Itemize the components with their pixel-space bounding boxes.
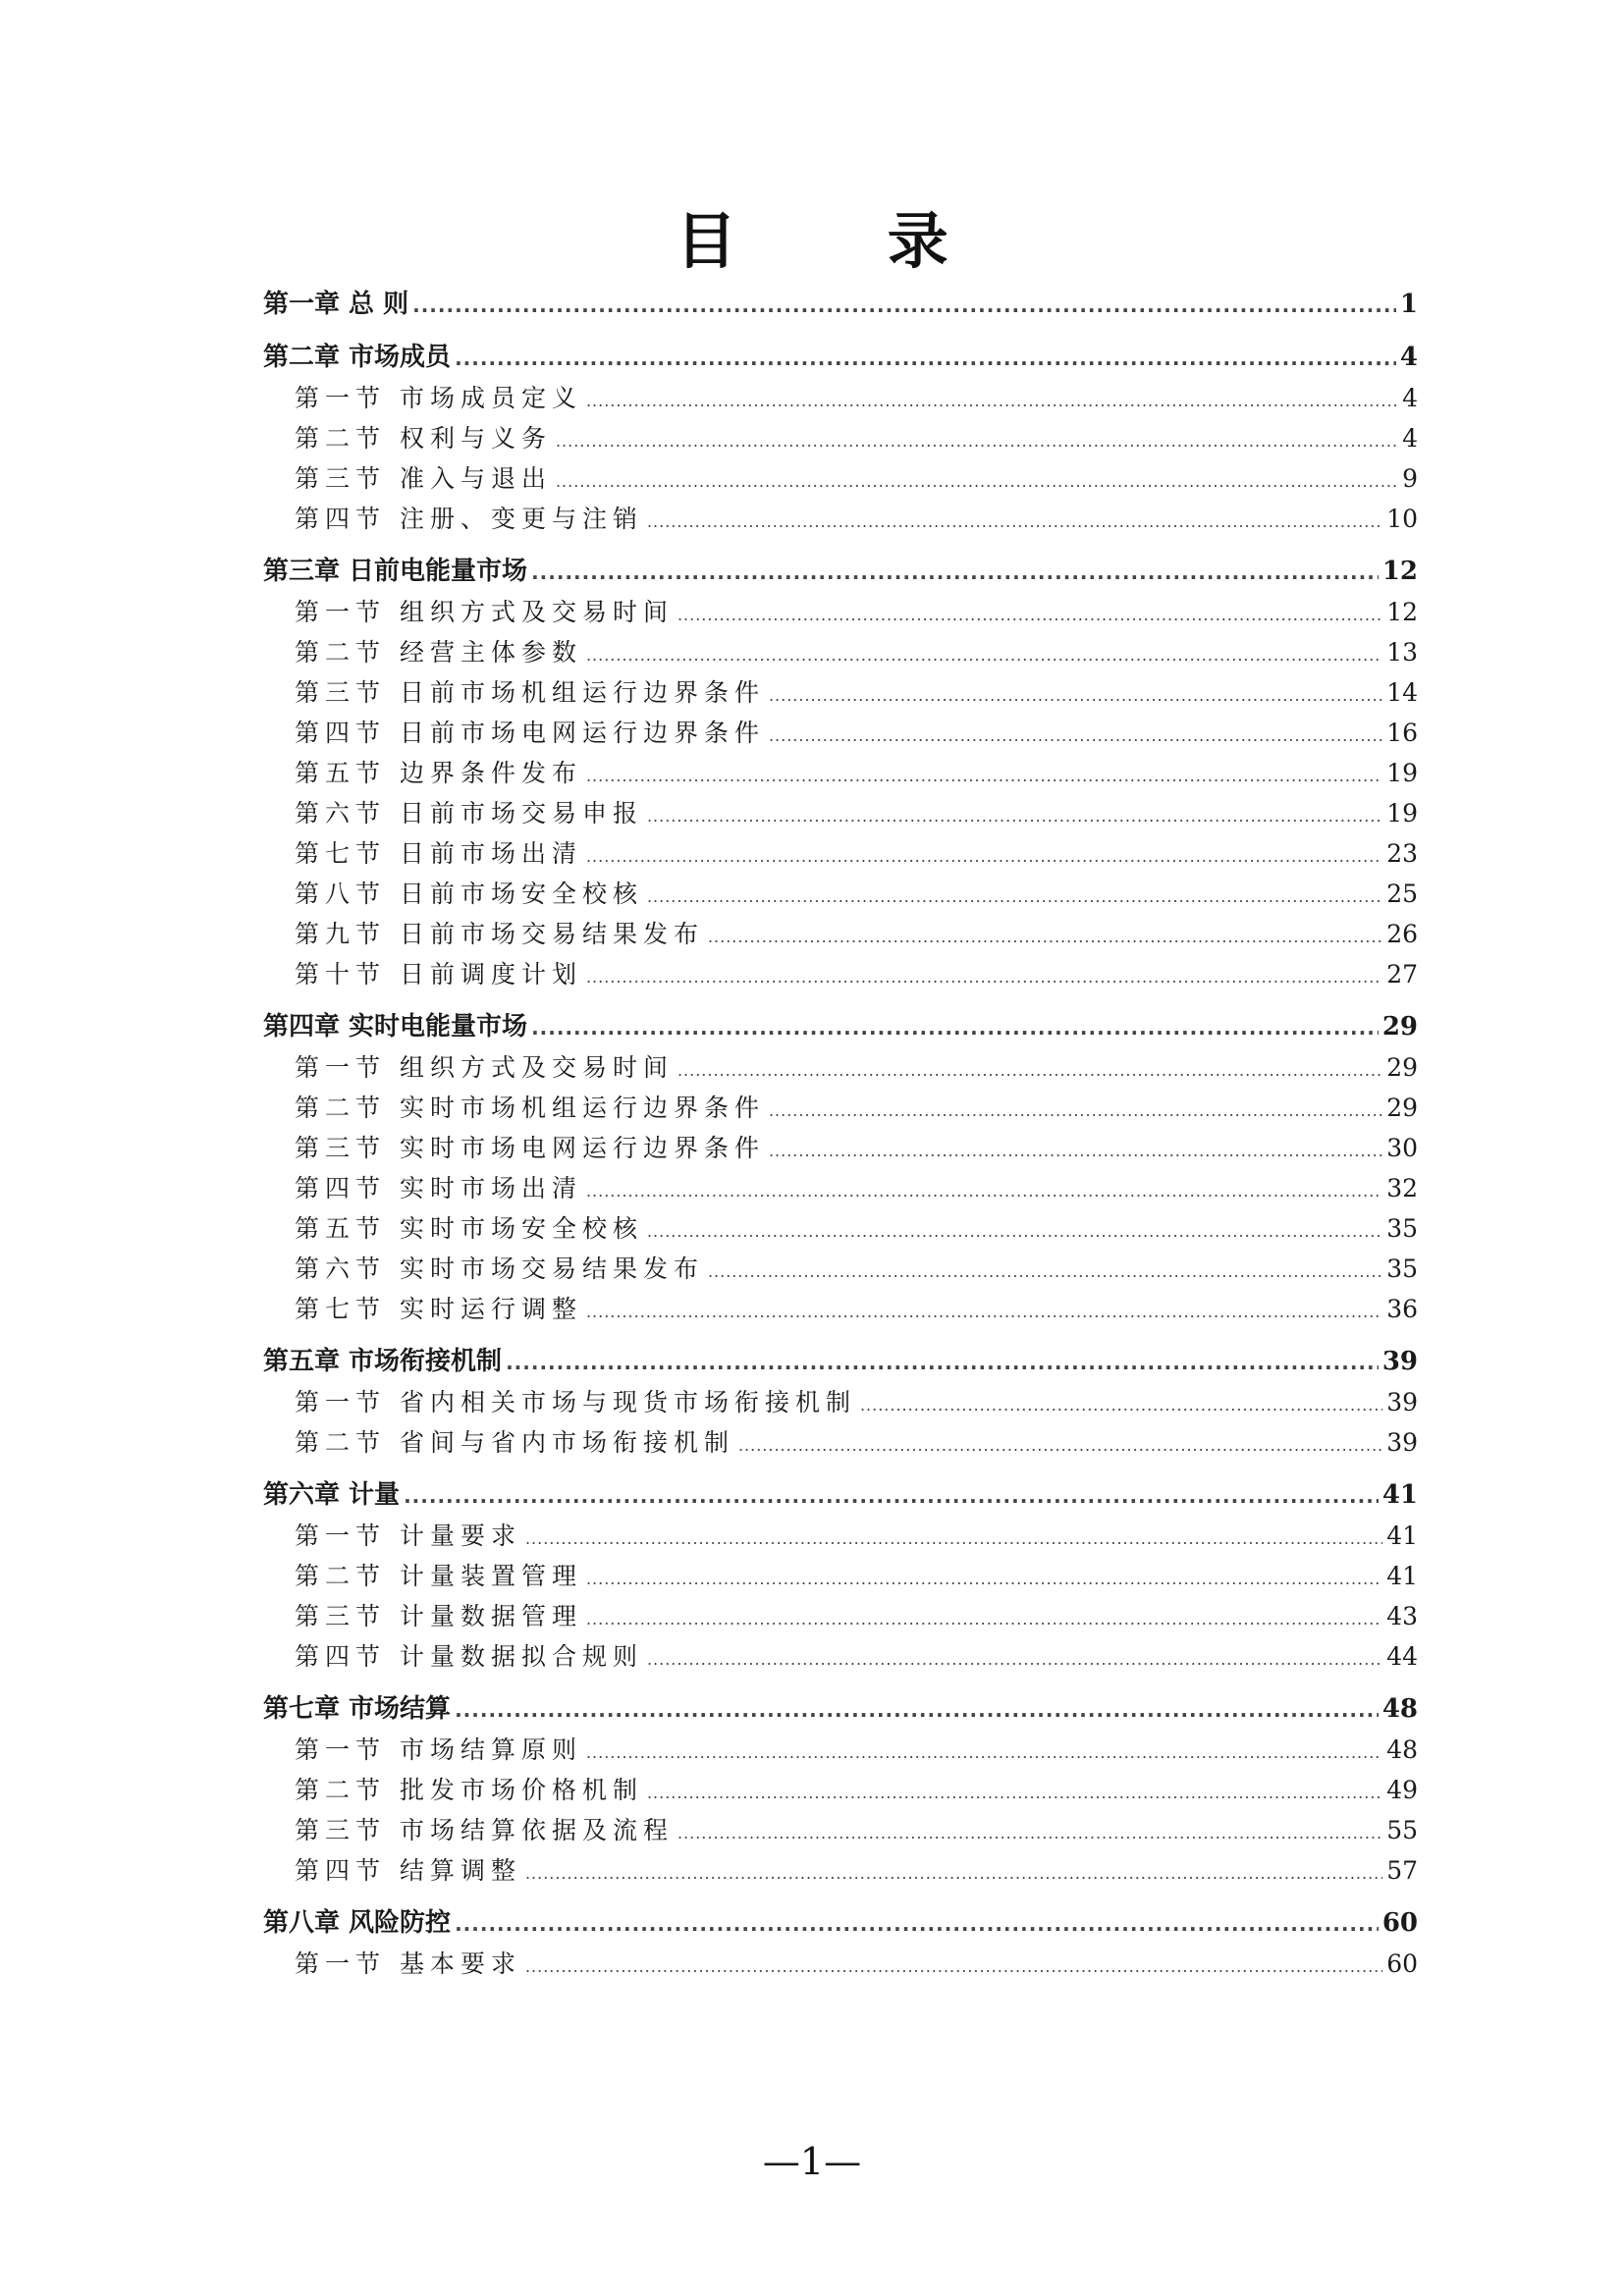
toc-entry-page-number: 43 bbox=[1386, 1602, 1418, 1630]
toc-dot-leader bbox=[586, 836, 1382, 877]
toc-dot-leader bbox=[455, 1690, 1379, 1731]
toc-section-entry[interactable] bbox=[263, 1168, 1418, 1208]
toc-entry-label: 第五节 实时市场安全校核 bbox=[295, 1214, 643, 1243]
toc-entry-page-number: 4 bbox=[1402, 384, 1418, 412]
toc-entry-page-number: 29 bbox=[1386, 1053, 1418, 1082]
toc-dot-leader bbox=[647, 1211, 1382, 1252]
toc-entry-label: 第一章 总 则 bbox=[263, 290, 409, 319]
toc-entry-page-number: 9 bbox=[1402, 464, 1418, 493]
toc-dot-leader bbox=[769, 1091, 1382, 1131]
toc-section-entry[interactable] bbox=[263, 713, 1418, 753]
toc-chapter-entry[interactable] bbox=[263, 285, 1418, 325]
toc-entry-page-number: 41 bbox=[1381, 1480, 1418, 1510]
toc-section-entry[interactable] bbox=[263, 753, 1418, 793]
toc-dot-leader bbox=[531, 553, 1379, 593]
toc-section-entry[interactable] bbox=[263, 592, 1418, 632]
toc-entry-page-number: 12 bbox=[1386, 598, 1418, 626]
toc-entry-label: 第四节 实时市场出清 bbox=[295, 1174, 582, 1202]
toc-chapter-entry[interactable] bbox=[263, 338, 1418, 378]
toc-dot-leader bbox=[860, 1385, 1382, 1425]
toc-section-entry[interactable] bbox=[263, 378, 1418, 418]
toc-entry-label: 第八节 日前市场安全校核 bbox=[295, 880, 643, 908]
toc-entry-page-number: 4 bbox=[1402, 424, 1418, 453]
toc-entry-label: 第二节 经营主体参数 bbox=[295, 638, 582, 667]
toc-section-entry[interactable] bbox=[263, 1596, 1418, 1636]
toc-entry-label: 第二节 省间与省内市场衔接机制 bbox=[295, 1428, 734, 1457]
toc-entry-page-number: 60 bbox=[1386, 1949, 1418, 1978]
toc-dot-leader bbox=[506, 1343, 1379, 1383]
toc-dot-leader bbox=[647, 877, 1382, 917]
toc-entry-label: 第五章 市场衔接机制 bbox=[263, 1347, 503, 1376]
toc-entry-label: 第四节 结算调整 bbox=[295, 1856, 521, 1885]
toc-entry-page-number: 26 bbox=[1386, 920, 1418, 948]
toc-dot-leader bbox=[677, 595, 1382, 635]
page-number-footer: —1— bbox=[762, 2140, 862, 2183]
toc-entry-page-number: 48 bbox=[1386, 1735, 1418, 1764]
toc-section-entry[interactable] bbox=[263, 418, 1418, 458]
toc-dot-leader bbox=[586, 957, 1382, 997]
toc-chapter-entry[interactable] bbox=[263, 1475, 1418, 1516]
toc-entry-label: 第四节 计量数据拟合规则 bbox=[295, 1642, 643, 1671]
toc-entry-label: 第八章 风险防控 bbox=[263, 1908, 452, 1938]
toc-dot-leader bbox=[404, 1476, 1379, 1517]
toc-section-entry[interactable] bbox=[263, 499, 1418, 539]
toc-entry-label: 第二节 批发市场价格机制 bbox=[295, 1776, 643, 1804]
toc-entry-label: 第二节 权利与义务 bbox=[295, 424, 552, 453]
toc-dot-leader bbox=[769, 716, 1382, 756]
toc-entry-label: 第三节 市场结算依据及流程 bbox=[295, 1816, 674, 1844]
toc-section-entry[interactable] bbox=[263, 632, 1418, 672]
toc-entry-label: 第一节 市场成员定义 bbox=[295, 384, 582, 412]
toc-entry-page-number: 19 bbox=[1386, 799, 1418, 828]
toc-entry-label: 第一节 组织方式及交易时间 bbox=[295, 1053, 674, 1082]
toc-entry-page-number: 25 bbox=[1386, 880, 1418, 908]
toc-section-entry[interactable] bbox=[263, 1516, 1418, 1556]
toc-entry-page-number: 16 bbox=[1386, 719, 1418, 747]
toc-dot-leader bbox=[531, 1008, 1379, 1048]
toc-entry-page-number: 36 bbox=[1386, 1295, 1418, 1323]
toc-chapter-entry[interactable] bbox=[263, 1903, 1418, 1944]
toc-entry-page-number: 39 bbox=[1386, 1388, 1418, 1416]
toc-entry-label: 第四节 日前市场电网运行边界条件 bbox=[295, 719, 765, 747]
toc-entry-label: 第三节 计量数据管理 bbox=[295, 1602, 582, 1630]
toc-entry-label: 第七节 实时运行调整 bbox=[295, 1295, 582, 1323]
toc-entry-page-number: 35 bbox=[1386, 1214, 1418, 1243]
toc-section-entry[interactable] bbox=[263, 793, 1418, 833]
toc-section-entry[interactable] bbox=[263, 1810, 1418, 1850]
toc-entry-page-number: 55 bbox=[1386, 1816, 1418, 1844]
toc-section-entry[interactable] bbox=[263, 1088, 1418, 1128]
toc-entry-label: 第二节 实时市场机组运行边界条件 bbox=[295, 1094, 765, 1122]
toc-section-entry[interactable] bbox=[263, 1128, 1418, 1168]
toc-dot-leader bbox=[708, 1252, 1382, 1292]
toc-dot-leader bbox=[525, 1947, 1382, 1987]
toc-entry-label: 第二节 计量装置管理 bbox=[295, 1562, 582, 1590]
toc-section-entry[interactable] bbox=[263, 1047, 1418, 1088]
toc-dot-leader bbox=[412, 286, 1396, 326]
toc-entry-label: 第四章 实时电能量市场 bbox=[263, 1012, 528, 1041]
toc-chapter-entry[interactable] bbox=[263, 552, 1418, 592]
toc-dot-leader bbox=[586, 1599, 1382, 1639]
toc-entry-page-number: 14 bbox=[1386, 678, 1418, 707]
toc-dot-leader bbox=[586, 1292, 1382, 1332]
toc-dot-leader bbox=[769, 1131, 1382, 1171]
toc-entry-page-number: 10 bbox=[1386, 505, 1418, 533]
toc-entry-label: 第三节 日前市场机组运行边界条件 bbox=[295, 678, 765, 707]
toc-entry-page-number: 35 bbox=[1386, 1255, 1418, 1283]
toc-entry-label: 第三节 准入与退出 bbox=[295, 464, 552, 493]
page-title: 目 录 bbox=[676, 205, 1013, 277]
toc-dot-leader bbox=[556, 461, 1398, 502]
toc-entry-label: 第一节 计量要求 bbox=[295, 1522, 521, 1550]
toc-section-entry[interactable] bbox=[263, 833, 1418, 874]
toc-entry-page-number: 1 bbox=[1399, 290, 1418, 319]
toc-section-entry[interactable] bbox=[263, 1382, 1418, 1422]
toc-entry-page-number: 60 bbox=[1381, 1908, 1418, 1938]
toc-dot-leader bbox=[586, 1559, 1382, 1599]
toc-entry-label: 第五节 边界条件发布 bbox=[295, 759, 582, 787]
toc-entry-page-number: 29 bbox=[1386, 1094, 1418, 1122]
toc-entry-page-number: 19 bbox=[1386, 759, 1418, 787]
toc-section-entry[interactable] bbox=[263, 874, 1418, 914]
toc-section-entry[interactable] bbox=[263, 1422, 1418, 1463]
toc-entry-page-number: 41 bbox=[1386, 1522, 1418, 1550]
toc-entry-page-number: 48 bbox=[1381, 1694, 1418, 1724]
toc-dot-leader bbox=[525, 1853, 1382, 1894]
toc-dot-leader bbox=[556, 421, 1398, 461]
toc-entry-label: 第二章 市场成员 bbox=[263, 343, 452, 372]
toc-section-entry[interactable] bbox=[263, 1556, 1418, 1596]
toc-section-entry[interactable] bbox=[263, 672, 1418, 713]
toc-entry-page-number: 23 bbox=[1386, 839, 1418, 868]
toc-entry-page-number: 12 bbox=[1381, 557, 1418, 586]
toc-section-entry[interactable] bbox=[263, 1289, 1418, 1329]
toc-dot-leader bbox=[525, 1519, 1382, 1559]
toc-dot-leader bbox=[677, 1813, 1382, 1853]
toc-dot-leader bbox=[586, 381, 1398, 421]
toc-section-entry[interactable] bbox=[263, 458, 1418, 499]
toc-dot-leader bbox=[586, 635, 1382, 675]
toc-entry-label: 第一节 组织方式及交易时间 bbox=[295, 598, 674, 626]
toc-dot-leader bbox=[455, 1904, 1379, 1945]
toc-chapter-entry[interactable] bbox=[263, 1342, 1418, 1382]
toc-entry-page-number: 32 bbox=[1386, 1174, 1418, 1202]
toc-dot-leader bbox=[455, 339, 1396, 379]
toc-dot-leader bbox=[647, 796, 1382, 836]
toc-entry-label: 第三章 日前电能量市场 bbox=[263, 557, 528, 586]
toc-dot-leader bbox=[647, 502, 1382, 542]
toc-section-entry[interactable] bbox=[263, 1770, 1418, 1810]
toc-entry-label: 第六章 计量 bbox=[263, 1480, 401, 1510]
toc-entry-label: 第一节 基本要求 bbox=[295, 1949, 521, 1978]
toc-section-entry[interactable] bbox=[263, 1249, 1418, 1289]
toc-section-entry[interactable] bbox=[263, 1208, 1418, 1249]
toc-dot-leader bbox=[708, 917, 1382, 957]
toc-entry-page-number: 49 bbox=[1386, 1776, 1418, 1804]
toc-chapter-entry[interactable] bbox=[263, 1689, 1418, 1730]
toc-entry-page-number: 29 bbox=[1381, 1012, 1418, 1041]
toc-entry-label: 第一节 市场结算原则 bbox=[295, 1735, 582, 1764]
toc-section-entry[interactable] bbox=[263, 1636, 1418, 1677]
toc-entry-page-number: 39 bbox=[1386, 1428, 1418, 1457]
toc-entry-label: 第三节 实时市场电网运行边界条件 bbox=[295, 1134, 765, 1162]
toc-dot-leader bbox=[586, 1733, 1382, 1773]
toc-entry-page-number: 41 bbox=[1386, 1562, 1418, 1590]
toc-entry-page-number: 44 bbox=[1386, 1642, 1418, 1671]
toc-dot-leader bbox=[586, 1171, 1382, 1211]
toc-entry-label: 第七节 日前市场出清 bbox=[295, 839, 582, 868]
toc-entry-page-number: 27 bbox=[1386, 960, 1418, 988]
toc-dot-leader bbox=[677, 1050, 1382, 1091]
toc-section-entry[interactable] bbox=[263, 1850, 1418, 1891]
toc-section-entry[interactable] bbox=[263, 1944, 1418, 1984]
toc-entry-label: 第十节 日前调度计划 bbox=[295, 960, 582, 988]
toc-section-entry[interactable] bbox=[263, 1730, 1418, 1770]
toc-entry-page-number: 4 bbox=[1399, 343, 1418, 372]
toc-chapter-entry[interactable] bbox=[263, 1007, 1418, 1047]
toc-entry-page-number: 13 bbox=[1386, 638, 1418, 667]
toc-entry-label: 第九节 日前市场交易结果发布 bbox=[295, 920, 704, 948]
toc-entry-page-number: 39 bbox=[1381, 1347, 1418, 1376]
toc-entry-label: 第四节 注册、变更与注销 bbox=[295, 505, 643, 533]
toc-entry-label: 第七章 市场结算 bbox=[263, 1694, 452, 1724]
toc-dot-leader bbox=[738, 1425, 1382, 1466]
toc-entry-page-number: 30 bbox=[1386, 1134, 1418, 1162]
toc-section-entry[interactable] bbox=[263, 954, 1418, 994]
toc-dot-leader bbox=[586, 756, 1382, 796]
toc-dot-leader bbox=[647, 1639, 1382, 1680]
table-of-contents bbox=[263, 285, 1418, 1984]
toc-entry-label: 第六节 实时市场交易结果发布 bbox=[295, 1255, 704, 1283]
toc-dot-leader bbox=[647, 1773, 1382, 1813]
toc-entry-page-number: 57 bbox=[1386, 1856, 1418, 1885]
toc-dot-leader bbox=[769, 675, 1382, 716]
toc-entry-label: 第六节 日前市场交易申报 bbox=[295, 799, 643, 828]
toc-section-entry[interactable] bbox=[263, 914, 1418, 954]
toc-entry-label: 第一节 省内相关市场与现货市场衔接机制 bbox=[295, 1388, 856, 1416]
